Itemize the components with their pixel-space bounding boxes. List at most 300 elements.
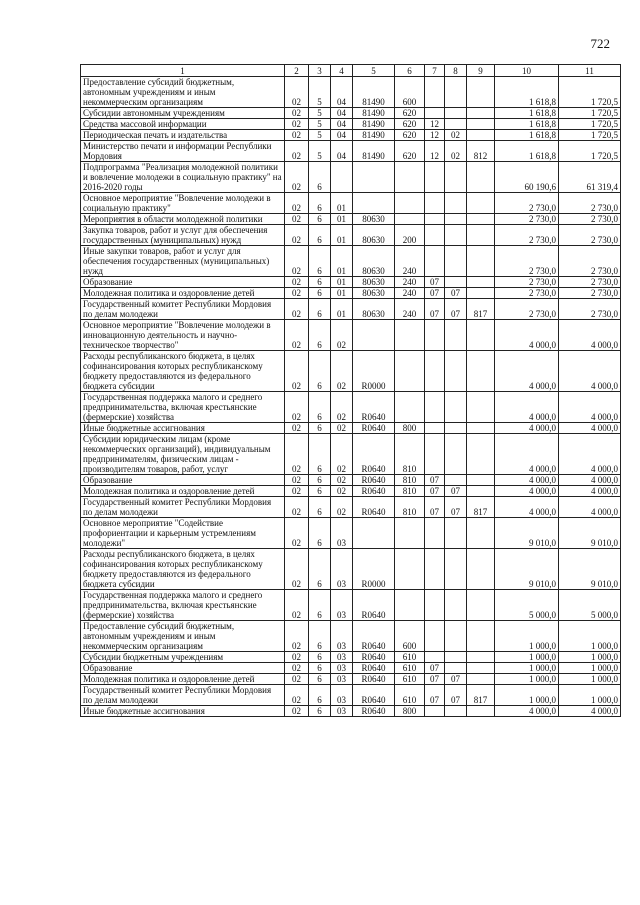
cell-col-2: 02 — [285, 320, 309, 351]
cell-col-9 — [467, 423, 495, 434]
cell-col-3: 6 — [309, 674, 331, 685]
row-description: Предоставление субсидий бюджетным, автономным учреждениям и иным некоммерческим организациям — [81, 77, 285, 108]
cell-col-11: 4 000,0 — [559, 320, 621, 351]
cell-col-2: 02 — [285, 621, 309, 652]
cell-col-8 — [445, 214, 467, 225]
cell-col-3: 6 — [309, 288, 331, 299]
cell-col-4: 03 — [331, 706, 353, 717]
cell-col-4: 04 — [331, 130, 353, 141]
cell-col-3: 5 — [309, 141, 331, 162]
table-row — [81, 351, 621, 392]
row-description: Иные бюджетные ассигнования — [81, 706, 285, 717]
cell-col-3: 6 — [309, 549, 331, 590]
cell-col-2: 02 — [285, 590, 309, 621]
cell-col-11: 1 000,0 — [559, 663, 621, 674]
cell-col-7: 12 — [425, 130, 445, 141]
cell-col-4: 02 — [331, 486, 353, 497]
cell-col-4: 03 — [331, 674, 353, 685]
cell-col-10: 60 190,6 — [495, 162, 559, 193]
cell-col-9 — [467, 130, 495, 141]
cell-col-9: 817 — [467, 497, 495, 518]
table-row — [81, 549, 621, 590]
cell-col-8: 07 — [445, 299, 467, 320]
cell-col-3: 6 — [309, 434, 331, 475]
cell-col-9 — [467, 288, 495, 299]
cell-col-5 — [353, 162, 395, 193]
row-description: Молодежная политика и оздоровление детей — [81, 288, 285, 299]
cell-col-8: 07 — [445, 486, 467, 497]
cell-col-10: 9 010,0 — [495, 518, 559, 549]
cell-col-8 — [445, 193, 467, 214]
cell-col-9: 817 — [467, 299, 495, 320]
cell-col-7 — [425, 549, 445, 590]
cell-col-11: 2 730,0 — [559, 299, 621, 320]
cell-col-8: 07 — [445, 685, 467, 706]
cell-col-7 — [425, 518, 445, 549]
cell-col-4: 03 — [331, 685, 353, 706]
column-header-7: 7 — [425, 65, 445, 77]
row-description: Мероприятия в области молодежной политики — [81, 214, 285, 225]
cell-col-6: 240 — [395, 277, 425, 288]
cell-col-8 — [445, 162, 467, 193]
cell-col-6: 620 — [395, 141, 425, 162]
column-header-9: 9 — [467, 65, 495, 77]
cell-col-2: 02 — [285, 277, 309, 288]
cell-col-10: 4 000,0 — [495, 392, 559, 423]
cell-col-11: 1 000,0 — [559, 674, 621, 685]
cell-col-11: 61 319,4 — [559, 162, 621, 193]
cell-col-2: 02 — [285, 706, 309, 717]
cell-col-7: 07 — [425, 277, 445, 288]
cell-col-8 — [445, 119, 467, 130]
table-row — [81, 674, 621, 685]
table-row — [81, 288, 621, 299]
cell-col-5: 80630 — [353, 277, 395, 288]
cell-col-2: 02 — [285, 475, 309, 486]
cell-col-11: 1 720,5 — [559, 108, 621, 119]
table-row — [81, 423, 621, 434]
row-description: Молодежная политика и оздоровление детей — [81, 674, 285, 685]
cell-col-2: 02 — [285, 434, 309, 475]
cell-col-3: 5 — [309, 77, 331, 108]
cell-col-3: 6 — [309, 663, 331, 674]
column-header-2: 2 — [285, 65, 309, 77]
cell-col-8: 07 — [445, 288, 467, 299]
column-header-3: 3 — [309, 65, 331, 77]
table-row — [81, 108, 621, 119]
cell-col-11: 4 000,0 — [559, 423, 621, 434]
cell-col-3: 6 — [309, 299, 331, 320]
cell-col-9 — [467, 486, 495, 497]
row-description: Закупка товаров, работ и услуг для обеспечения государственных (муниципальных) нужд — [81, 225, 285, 246]
table-row — [81, 685, 621, 706]
cell-col-6 — [395, 214, 425, 225]
cell-col-9 — [467, 246, 495, 277]
cell-col-11: 2 730,0 — [559, 193, 621, 214]
cell-col-5: R0640 — [353, 475, 395, 486]
cell-col-8 — [445, 320, 467, 351]
cell-col-7 — [425, 423, 445, 434]
cell-col-4: 02 — [331, 497, 353, 518]
table-row — [81, 77, 621, 108]
cell-col-10: 2 730,0 — [495, 246, 559, 277]
cell-col-5: R0640 — [353, 685, 395, 706]
cell-col-4 — [331, 162, 353, 193]
cell-col-4: 02 — [331, 423, 353, 434]
cell-col-9 — [467, 277, 495, 288]
cell-col-3: 6 — [309, 685, 331, 706]
cell-col-2: 02 — [285, 497, 309, 518]
cell-col-11: 1 000,0 — [559, 621, 621, 652]
cell-col-7: 07 — [425, 685, 445, 706]
cell-col-6 — [395, 351, 425, 392]
cell-col-8 — [445, 225, 467, 246]
cell-col-6: 600 — [395, 621, 425, 652]
cell-col-11: 9 010,0 — [559, 518, 621, 549]
cell-col-6 — [395, 162, 425, 193]
cell-col-10: 1 618,8 — [495, 77, 559, 108]
cell-col-10: 2 730,0 — [495, 214, 559, 225]
cell-col-9 — [467, 434, 495, 475]
row-description: Молодежная политика и оздоровление детей — [81, 486, 285, 497]
cell-col-7 — [425, 320, 445, 351]
cell-col-2: 02 — [285, 392, 309, 423]
cell-col-11: 9 010,0 — [559, 549, 621, 590]
cell-col-10: 2 730,0 — [495, 225, 559, 246]
cell-col-3: 6 — [309, 392, 331, 423]
table-row — [81, 320, 621, 351]
cell-col-9 — [467, 193, 495, 214]
cell-col-3: 5 — [309, 119, 331, 130]
cell-col-2: 02 — [285, 518, 309, 549]
cell-col-5: R0640 — [353, 706, 395, 717]
cell-col-4: 03 — [331, 663, 353, 674]
table-row — [81, 225, 621, 246]
table-row — [81, 497, 621, 518]
cell-col-6 — [395, 549, 425, 590]
cell-col-2: 02 — [285, 351, 309, 392]
cell-col-6: 600 — [395, 77, 425, 108]
cell-col-6: 810 — [395, 475, 425, 486]
cell-col-10: 2 730,0 — [495, 193, 559, 214]
cell-col-9 — [467, 549, 495, 590]
cell-col-7: 07 — [425, 663, 445, 674]
cell-col-11: 2 730,0 — [559, 214, 621, 225]
cell-col-3: 6 — [309, 497, 331, 518]
cell-col-10: 1 618,8 — [495, 108, 559, 119]
cell-col-3: 6 — [309, 214, 331, 225]
cell-col-11: 1 720,5 — [559, 119, 621, 130]
budget-table — [80, 64, 621, 717]
cell-col-3: 6 — [309, 246, 331, 277]
cell-col-8 — [445, 434, 467, 475]
page-number: 722 — [590, 36, 610, 51]
cell-col-8: 02 — [445, 141, 467, 162]
cell-col-6: 610 — [395, 685, 425, 706]
row-description: Государственная поддержка малого и среднего предпринимательства, включая крестьянские (фермерские) хозяйства — [81, 392, 285, 423]
cell-col-6: 610 — [395, 674, 425, 685]
cell-col-9 — [467, 162, 495, 193]
column-header-5: 5 — [353, 65, 395, 77]
cell-col-7 — [425, 652, 445, 663]
cell-col-8 — [445, 706, 467, 717]
cell-col-9 — [467, 77, 495, 108]
cell-col-4: 03 — [331, 549, 353, 590]
cell-col-9 — [467, 392, 495, 423]
cell-col-9 — [467, 518, 495, 549]
cell-col-7: 07 — [425, 486, 445, 497]
cell-col-3: 6 — [309, 423, 331, 434]
cell-col-9 — [467, 475, 495, 486]
cell-col-10: 4 000,0 — [495, 320, 559, 351]
cell-col-8 — [445, 351, 467, 392]
cell-col-2: 02 — [285, 225, 309, 246]
cell-col-8 — [445, 663, 467, 674]
cell-col-9 — [467, 320, 495, 351]
cell-col-5: 80630 — [353, 225, 395, 246]
cell-col-4: 03 — [331, 652, 353, 663]
cell-col-7: 07 — [425, 497, 445, 518]
cell-col-10: 4 000,0 — [495, 423, 559, 434]
cell-col-9 — [467, 674, 495, 685]
cell-col-7 — [425, 214, 445, 225]
cell-col-8 — [445, 108, 467, 119]
cell-col-7: 12 — [425, 119, 445, 130]
cell-col-5: R0640 — [353, 497, 395, 518]
cell-col-5: 81490 — [353, 141, 395, 162]
cell-col-5: R0000 — [353, 549, 395, 590]
column-header-8: 8 — [445, 65, 467, 77]
cell-col-4: 04 — [331, 141, 353, 162]
cell-col-9 — [467, 652, 495, 663]
cell-col-8 — [445, 77, 467, 108]
row-description: Образование — [81, 475, 285, 486]
cell-col-10: 1 618,8 — [495, 130, 559, 141]
cell-col-5: R0000 — [353, 351, 395, 392]
row-description: Расходы республиканского бюджета, в целях софинансирования которых республиканскому бюджету предоставляются из федерального бюджета субсидии — [81, 549, 285, 590]
cell-col-8 — [445, 475, 467, 486]
cell-col-5: 81490 — [353, 130, 395, 141]
cell-col-8: 07 — [445, 674, 467, 685]
cell-col-4: 01 — [331, 299, 353, 320]
cell-col-6 — [395, 392, 425, 423]
table-row — [81, 663, 621, 674]
row-description: Расходы республиканского бюджета, в целях софинансирования которых республиканскому бюджету предоставляются из федерального бюджета субсидии — [81, 351, 285, 392]
cell-col-11: 2 730,0 — [559, 246, 621, 277]
cell-col-4: 01 — [331, 246, 353, 277]
cell-col-8 — [445, 246, 467, 277]
column-header-11: 11 — [559, 65, 621, 77]
cell-col-5: 81490 — [353, 77, 395, 108]
cell-col-4: 04 — [331, 77, 353, 108]
cell-col-2: 02 — [285, 549, 309, 590]
row-description: Средства массовой информации — [81, 119, 285, 130]
row-description: Иные бюджетные ассигнования — [81, 423, 285, 434]
cell-col-4: 04 — [331, 119, 353, 130]
cell-col-6: 610 — [395, 663, 425, 674]
cell-col-11: 1 000,0 — [559, 652, 621, 663]
row-description: Иные закупки товаров, работ и услуг для обеспечения государственных (муниципальных) нужд — [81, 246, 285, 277]
cell-col-5 — [353, 320, 395, 351]
cell-col-3: 6 — [309, 351, 331, 392]
cell-col-5 — [353, 193, 395, 214]
table-row — [81, 193, 621, 214]
row-description: Подпрограмма "Реализация молодежной политики и вовлечение молодежи в социальную практику" на 2016-2020 годы — [81, 162, 285, 193]
cell-col-3: 5 — [309, 130, 331, 141]
row-description: Основное мероприятие "Содействие профориентации и карьерным устремлениям молодежи" — [81, 518, 285, 549]
row-description: Субсидии юридическим лицам (кроме некоммерческих организаций), индивидуальным предпринимателям, физическим лицам - производителям товаров, работ, услуг — [81, 434, 285, 475]
cell-col-4: 01 — [331, 225, 353, 246]
cell-col-3: 6 — [309, 518, 331, 549]
cell-col-4: 01 — [331, 277, 353, 288]
cell-col-7: 07 — [425, 288, 445, 299]
cell-col-4: 04 — [331, 108, 353, 119]
cell-col-4: 03 — [331, 590, 353, 621]
cell-col-9 — [467, 621, 495, 652]
row-description: Основное мероприятие "Вовлечение молодежи в инновационную деятельность и научно-техническое творчество" — [81, 320, 285, 351]
cell-col-7: 07 — [425, 674, 445, 685]
cell-col-10: 1 618,8 — [495, 141, 559, 162]
cell-col-6: 620 — [395, 108, 425, 119]
cell-col-7 — [425, 706, 445, 717]
cell-col-5: R0640 — [353, 621, 395, 652]
cell-col-10: 1 618,8 — [495, 119, 559, 130]
cell-col-7 — [425, 434, 445, 475]
cell-col-11: 1 720,5 — [559, 141, 621, 162]
cell-col-2: 02 — [285, 685, 309, 706]
table-row — [81, 392, 621, 423]
row-description: Государственная поддержка малого и среднего предпринимательства, включая крестьянские (фермерские) хозяйства — [81, 590, 285, 621]
cell-col-11: 1 720,5 — [559, 77, 621, 108]
table-row — [81, 119, 621, 130]
cell-col-7: 07 — [425, 475, 445, 486]
cell-col-7 — [425, 351, 445, 392]
cell-col-4: 02 — [331, 320, 353, 351]
table-row — [81, 299, 621, 320]
cell-col-4: 02 — [331, 392, 353, 423]
row-description: Министерство печати и информации Республики Мордовия — [81, 141, 285, 162]
cell-col-10: 2 730,0 — [495, 299, 559, 320]
cell-col-10: 4 000,0 — [495, 351, 559, 392]
cell-col-6: 800 — [395, 706, 425, 717]
cell-col-11: 5 000,0 — [559, 590, 621, 621]
cell-col-3: 6 — [309, 652, 331, 663]
cell-col-2: 02 — [285, 674, 309, 685]
column-header-4: 4 — [331, 65, 353, 77]
cell-col-4: 03 — [331, 621, 353, 652]
cell-col-3: 6 — [309, 621, 331, 652]
table-row — [81, 130, 621, 141]
cell-col-11: 1 720,5 — [559, 130, 621, 141]
cell-col-5: R0640 — [353, 423, 395, 434]
cell-col-9: 812 — [467, 141, 495, 162]
cell-col-5 — [353, 518, 395, 549]
cell-col-8 — [445, 621, 467, 652]
cell-col-8 — [445, 518, 467, 549]
cell-col-10: 1 000,0 — [495, 685, 559, 706]
cell-col-10: 1 000,0 — [495, 663, 559, 674]
cell-col-11: 4 000,0 — [559, 392, 621, 423]
row-description: Основное мероприятие "Вовлечение молодежи в социальную практику" — [81, 193, 285, 214]
cell-col-2: 02 — [285, 193, 309, 214]
cell-col-6 — [395, 320, 425, 351]
table-row — [81, 141, 621, 162]
cell-col-3: 6 — [309, 193, 331, 214]
cell-col-3: 6 — [309, 590, 331, 621]
column-header-6: 6 — [395, 65, 425, 77]
cell-col-10: 1 000,0 — [495, 652, 559, 663]
cell-col-11: 4 000,0 — [559, 497, 621, 518]
cell-col-4: 01 — [331, 288, 353, 299]
row-description: Государственный комитет Республики Мордовия по делам молодежи — [81, 299, 285, 320]
table-row — [81, 246, 621, 277]
cell-col-2: 02 — [285, 652, 309, 663]
cell-col-6 — [395, 590, 425, 621]
cell-col-5: R0640 — [353, 663, 395, 674]
cell-col-11: 4 000,0 — [559, 434, 621, 475]
table-row — [81, 214, 621, 225]
cell-col-6: 610 — [395, 652, 425, 663]
cell-col-3: 6 — [309, 486, 331, 497]
row-description: Государственный комитет Республики Мордовия по делам молодежи — [81, 685, 285, 706]
cell-col-6: 620 — [395, 130, 425, 141]
table-row — [81, 475, 621, 486]
cell-col-2: 02 — [285, 119, 309, 130]
cell-col-6: 240 — [395, 288, 425, 299]
cell-col-5: 81490 — [353, 108, 395, 119]
cell-col-9 — [467, 663, 495, 674]
cell-col-5: R0640 — [353, 652, 395, 663]
cell-col-9 — [467, 225, 495, 246]
cell-col-9 — [467, 108, 495, 119]
cell-col-8 — [445, 277, 467, 288]
cell-col-7 — [425, 392, 445, 423]
cell-col-4: 03 — [331, 518, 353, 549]
cell-col-6: 620 — [395, 119, 425, 130]
table-row — [81, 518, 621, 549]
cell-col-10: 9 010,0 — [495, 549, 559, 590]
cell-col-5: 80630 — [353, 288, 395, 299]
cell-col-5: R0640 — [353, 434, 395, 475]
cell-col-6: 800 — [395, 423, 425, 434]
cell-col-7 — [425, 162, 445, 193]
table-row — [81, 621, 621, 652]
column-header-1: 1 — [81, 65, 285, 77]
cell-col-7 — [425, 246, 445, 277]
cell-col-2: 02 — [285, 423, 309, 434]
cell-col-10: 4 000,0 — [495, 486, 559, 497]
cell-col-3: 6 — [309, 706, 331, 717]
table-row — [81, 277, 621, 288]
cell-col-4: 02 — [331, 351, 353, 392]
cell-col-4: 01 — [331, 193, 353, 214]
cell-col-7 — [425, 225, 445, 246]
column-header-10: 10 — [495, 65, 559, 77]
cell-col-2: 02 — [285, 77, 309, 108]
table-header-row — [81, 65, 621, 77]
cell-col-3: 6 — [309, 277, 331, 288]
cell-col-2: 02 — [285, 141, 309, 162]
cell-col-9: 817 — [467, 685, 495, 706]
cell-col-5: 80630 — [353, 214, 395, 225]
cell-col-2: 02 — [285, 299, 309, 320]
cell-col-2: 02 — [285, 130, 309, 141]
cell-col-6: 240 — [395, 246, 425, 277]
cell-col-5: R0640 — [353, 486, 395, 497]
cell-col-11: 2 730,0 — [559, 277, 621, 288]
row-description: Периодическая печать и издательства — [81, 130, 285, 141]
table-row — [81, 706, 621, 717]
